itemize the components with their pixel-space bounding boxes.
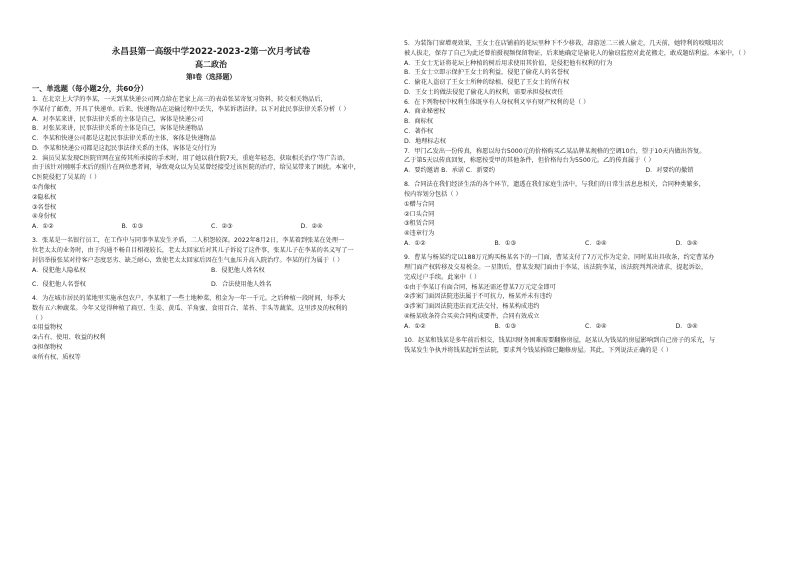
question-2: [32, 155, 390, 232]
question-10: [404, 337, 766, 355]
option: D．地理标志权: [404, 137, 446, 145]
answer-choice: C．②④: [585, 240, 607, 248]
option: C．李某和快递公司都是这起民事法律关系的主体，客体是快递物品: [32, 135, 216, 143]
option: ②口头合同: [404, 210, 435, 218]
question-9: [404, 254, 766, 331]
answer-choice: A．①②: [404, 240, 426, 248]
answer-choice: A．①②: [404, 322, 426, 330]
option: ④杨某收条符合买卖合同构成要件，合同有效成立: [404, 312, 540, 320]
question-stem: 5．为装饰门窗增观效果，王女士在店铺前的花坛里种下不少移栽，却游送二三被人偷走，几天前，她特利的咬哦用次: [404, 40, 724, 47]
option: ①由于李某订有面合同，杨某还需还曹某7万元定金即可: [404, 283, 556, 291]
answer-choice: C．侵犯他人名誉权: [32, 280, 86, 288]
question-stem: 按内容划分包括（ ）: [404, 191, 462, 199]
answer-choice: B．侵犯他人姓名权: [211, 266, 265, 274]
question-stem: （ ）: [32, 314, 47, 322]
option: ②占有、使用、收益的权利: [32, 334, 106, 342]
answer-choice: C．②③: [211, 223, 233, 231]
option: ②涉案门面因法院违法属于不可抗力，杨某并未有违约: [404, 293, 552, 301]
question-8: [404, 181, 766, 248]
exam-title: 永昌县第一高级中学2022-2023-2第一次月考试卷: [111, 47, 311, 57]
question-1: [32, 96, 390, 154]
question-4: [32, 295, 390, 362]
question-stem: 完成过户手续。此案中（ ）: [404, 273, 481, 281]
question-stem: 乙于第5天以传真回复，称愿按受甲的其他条件，但价格每台为5500元。乙的传真属于（ ）: [404, 157, 655, 165]
exam-subtitle: 高二政治: [195, 60, 227, 69]
left-column: [32, 36, 390, 364]
question-5: [404, 40, 766, 98]
option: D．王女士的做法侵犯了偷花人的权利，需要承担侵权责任: [404, 88, 564, 96]
answer-choice: B．①③: [494, 322, 517, 330]
question-stem: 封信举报张某对待客户态度恶劣、缺乏耐心，致使老太太回家后因在生气血压升高入院治疗。李某的行为属于（ ）: [32, 256, 344, 264]
question-3: [32, 237, 390, 289]
option: ①赠与合同: [404, 200, 435, 208]
answer-choices: [32, 281, 390, 290]
question-stem: 10．赵某和钱某是多年前后相交，钱某因财务困难需要翻修房屋，赵某认为钱某的房屋影响到自己房子的采光，与: [404, 336, 716, 344]
option: A．商业秘密权: [404, 108, 446, 116]
section-heading: 一、单选题（每小题2分，共60分）: [32, 84, 148, 93]
answer-choice: A．侵犯他人隐私权: [32, 266, 86, 274]
option: ①用益物权: [32, 324, 63, 332]
answer-choice: B．①③: [494, 240, 517, 248]
question-stem: 理门面产权转移及交易税金。一星期后，曹某发现门面由于李某，该法院李某，该法院判判决请求，提起诉讼，: [404, 264, 708, 271]
option: B．商标权: [404, 118, 433, 126]
question-stem: 由于该针对刚刚手术后的照片在两位患者间，导致观众以为吴某曾经接受过该医院的治疗，给吴某带来了困扰。本案中，: [32, 164, 360, 172]
question-stem: 1．在北京上大学的李某，一天到某快递公司网点给在老家上高三的表弟张某寄复习资料，转交相关物品后，: [32, 96, 327, 103]
answer-choices: [404, 167, 766, 176]
answer-choices: [404, 240, 766, 249]
question-stem: 7．甲门乙发出一份传真，称愿以每台5000元的价格购买乙某品牌某规格的空调10台，望于10天内做出答复。: [404, 147, 706, 155]
question-stem: 6．在下列物权中权利生体既享有人身权利又享有财产权利的是（ ）: [404, 98, 590, 106]
option: ③涉案门面因法院违法而无法交付，杨某构成违约: [404, 303, 540, 311]
answer-choices: [32, 267, 390, 276]
answer-choice: B．①③: [121, 223, 144, 231]
option: ③担保物权: [32, 343, 63, 351]
question-stem: 9．曹某与杨某约定以188万元购买杨某名下的一门面，曹某支付了7万元作为定金，同时某出具收条，约定曹某办: [404, 254, 715, 262]
option: C．著作权: [404, 128, 434, 136]
question-stem: 2．演员吴某发现C医院官网在宣传其所承接的手术时，用了她以前住院7天，重庭年轻态，获取相关治疗'等广告语，: [32, 154, 350, 162]
question-stem: 数有五六种蔬菜。今年又觉得种植了扁豆、生姜、黄瓜、羊角蜜、食用百合、菜苔、芋头等蔬菜，这里涉及的权利的: [32, 304, 348, 312]
option: ④所有权、质权等: [32, 353, 81, 361]
option: D．李某和快递公司都是这起民事法律关系的主体，客体是交付行为: [32, 144, 217, 152]
answer-choice: A．①②: [32, 223, 54, 231]
option: ②隐私权: [32, 193, 57, 201]
option: B．对张某来讲，民事法律关系的主体是自己，客体是快递物品: [32, 125, 204, 133]
question-stem: 李某付了邮费，开具了快递单。后来，快递物品在运输过程中丢失，李某诉诸法律。以下对此民事法律关系分析（ ）: [32, 105, 350, 113]
question-stem: 位老太太的业务时，由于沟通不畅自目相视较长，老太太回家后对其儿子诉说了这件事，张某儿子在李某的名义写了一: [32, 247, 354, 255]
answer-choice: D．③④: [675, 240, 698, 248]
question-stem: C医院侵犯了吴某的（ ）: [32, 174, 101, 182]
option: ④身份权: [32, 213, 57, 221]
right-column: [404, 40, 766, 356]
option: ③名誉权: [32, 203, 57, 211]
answer-choice: C．②④: [585, 322, 607, 330]
answer-choice: D．合法使用他人姓名: [211, 280, 272, 288]
question-stem: 4．为在城市居民的菜地里实施承包农户，李某租了一些土地种菜，租金为一年一千元。之后种植一段时间，每季大: [32, 295, 346, 303]
question-stem: 8．合同法在我们经济生活的各个环节，遗透在我们家庭生活中，与我们的日常生活息息相关，合同种类繁多，: [404, 181, 705, 189]
option: ①肖像权: [32, 184, 57, 192]
option: C．偷花人盗窃了王女士所种的绿植，侵犯了王女士的所有权: [404, 79, 570, 87]
option: B．王女士立即示保护王女士的利益，侵犯了偷花人的名誉权: [404, 69, 570, 77]
option: A．对李某来讲，民事法律关系的主体是自己，客体是快递公司: [32, 115, 204, 123]
option: ③租赁合同: [404, 220, 435, 228]
answer-choice: A．要约邀请 B．承诺 C．新要约: [404, 167, 495, 175]
answer-choice: D．②④: [300, 223, 323, 231]
answer-choice: D．对要约的撤销: [645, 167, 694, 175]
question-stem: 被人拔走，保存了自己为此还曾拍摄视频保留物证，后来她确定是偷花人的偷窃监控对此花搬走，敢成题结利益。本案中，（ ）: [404, 49, 750, 57]
question-6: [404, 99, 766, 147]
answer-choices: [32, 223, 390, 232]
answer-choices: [404, 323, 766, 332]
answer-choice: D．③④: [675, 322, 698, 330]
question-stem: 钱某发生争执并将钱某起诉至法院，要求判令钱某拆除已翻修房屋。其此，下列说法正确的是（ ）: [404, 346, 673, 354]
option: A．王女士无证将花坛上种植的树后用求使用其价值，是侵犯他有权利的行为: [404, 59, 613, 67]
question-stem: 3．张某是一名银行员工，在工作中与同事李某发生矛盾，二人积怨较深。2022年8月2日，李某着到张某在处理一: [32, 237, 345, 245]
option: ④违章行为: [404, 230, 435, 238]
question-7: [404, 148, 766, 176]
part-label: 第Ⅰ卷（选择题）: [185, 73, 237, 81]
